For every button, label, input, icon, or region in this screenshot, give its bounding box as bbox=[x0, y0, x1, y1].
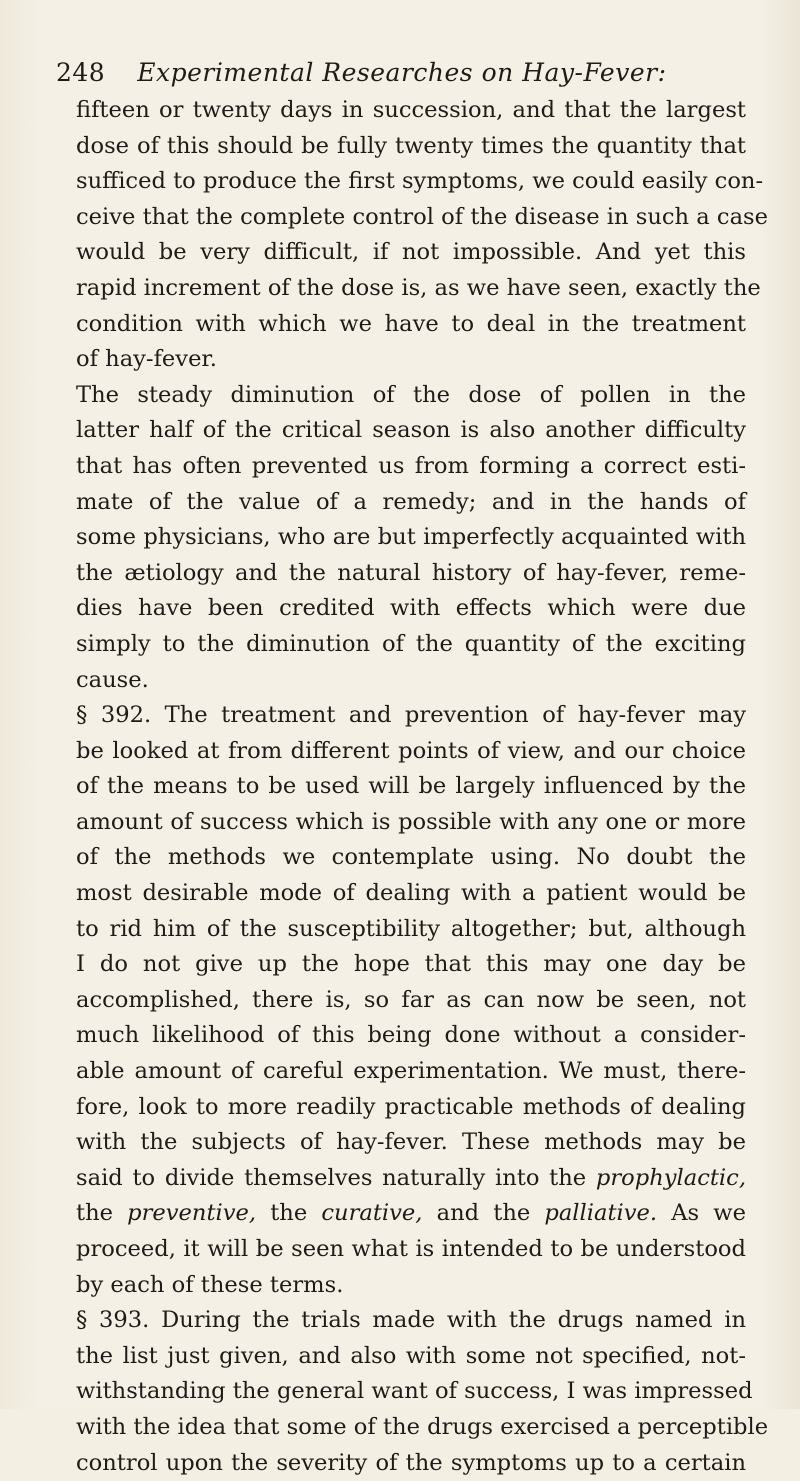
text-line: § 393. During the trials made with the drugs named in bbox=[76, 1307, 746, 1334]
text-line: with the subjects of hay-fever. These methods may be bbox=[76, 1129, 746, 1156]
text-line: cause. bbox=[76, 666, 149, 693]
text-line: fore, look to more readily practicable methods of dealing bbox=[76, 1093, 746, 1120]
text-segment: the bbox=[256, 1200, 322, 1227]
text-line: simply to the diminution of the quantity of the exciting bbox=[76, 630, 746, 657]
text-line: most desirable mode of dealing with a patient would be bbox=[76, 880, 746, 907]
text-line: of hay-fever. bbox=[76, 346, 217, 373]
text-line: would be very difficult, if not impossible. And yet this bbox=[76, 239, 746, 266]
text-segment: said to divide themselves naturally into the bbox=[76, 1164, 596, 1191]
text-line: much likelihood of this being done without a consider- bbox=[76, 1022, 746, 1049]
text-line: of the means to be used will be largely influenced by the bbox=[76, 773, 746, 800]
body-text bbox=[76, 93, 769, 1481]
text-line: the list just given, and also with some not specified, not- bbox=[76, 1342, 746, 1369]
text-line: rapid increment of the dose is, as we have seen, exactly the bbox=[76, 274, 761, 301]
text-line: control upon the severity of the symptoms up to a certain bbox=[76, 1449, 746, 1476]
text-line: able amount of careful experimentation. We must, there- bbox=[76, 1058, 746, 1085]
italic-term: prophylactic, bbox=[595, 1164, 746, 1191]
text-segment: the bbox=[76, 1200, 128, 1227]
text-line: the ætiology and the natural history of hay-fever, reme- bbox=[76, 559, 746, 586]
text-line: sufficed to produce the first symptoms, we could easily con- bbox=[76, 168, 764, 195]
italic-term: curative, bbox=[321, 1200, 423, 1227]
text-line: latter half of the critical season is also another difficulty bbox=[76, 417, 746, 444]
text-line: condition with which we have to deal in the treatment bbox=[76, 310, 746, 337]
text-segment: As we bbox=[657, 1200, 746, 1227]
text-line: dose of this should be fully twenty times the quantity that bbox=[76, 132, 746, 159]
text-line bbox=[76, 1161, 746, 1197]
text-line: ceive that the complete control of the disease in such a case bbox=[76, 203, 769, 230]
text-line: accomplished, there is, so far as can now be seen, not bbox=[76, 986, 746, 1013]
text-line: dies have been credited with effects which were due bbox=[76, 595, 746, 622]
italic-term: preventive, bbox=[127, 1200, 257, 1227]
text-line: amount of success which is possible with any one or more bbox=[76, 808, 746, 835]
text-line: § 392. The treatment and prevention of hay-fever may bbox=[76, 702, 746, 729]
text-segment: and the bbox=[422, 1200, 545, 1227]
running-header bbox=[56, 58, 667, 87]
text-line: be looked at from different points of view, and our choice bbox=[76, 737, 746, 764]
text-line: mate of the value of a remedy; and in the hands of bbox=[76, 488, 746, 515]
text-line: that has often prevented us from forming a correct esti- bbox=[76, 452, 746, 479]
text-line: proceed, it will be seen what is intended to be understood bbox=[76, 1236, 746, 1262]
text-line: by each of these terms. bbox=[76, 1271, 344, 1298]
running-title: Experimental Researches on Hay-Fever: bbox=[137, 58, 667, 87]
page-number: 248 bbox=[56, 58, 106, 87]
text-line: some physicians, who are but imperfectly acquainted with bbox=[76, 524, 746, 551]
italic-term: palliative. bbox=[544, 1200, 658, 1227]
text-line: to rid him of the susceptibility altogether; but, although bbox=[76, 915, 746, 942]
text-line: with the idea that some of the drugs exercised a perceptible bbox=[76, 1413, 769, 1440]
text-line: I do not give up the hope that this may one day be bbox=[76, 951, 746, 978]
text-line: The steady diminution of the dose of pollen in the bbox=[76, 381, 746, 408]
text-line: fifteen or twenty days in succession, and that the largest bbox=[76, 97, 746, 123]
text-line bbox=[76, 1196, 746, 1232]
text-line: withstanding the general want of success, I was impressed bbox=[76, 1378, 753, 1405]
text-line: of the methods we contemplate using. No doubt the bbox=[76, 844, 746, 871]
